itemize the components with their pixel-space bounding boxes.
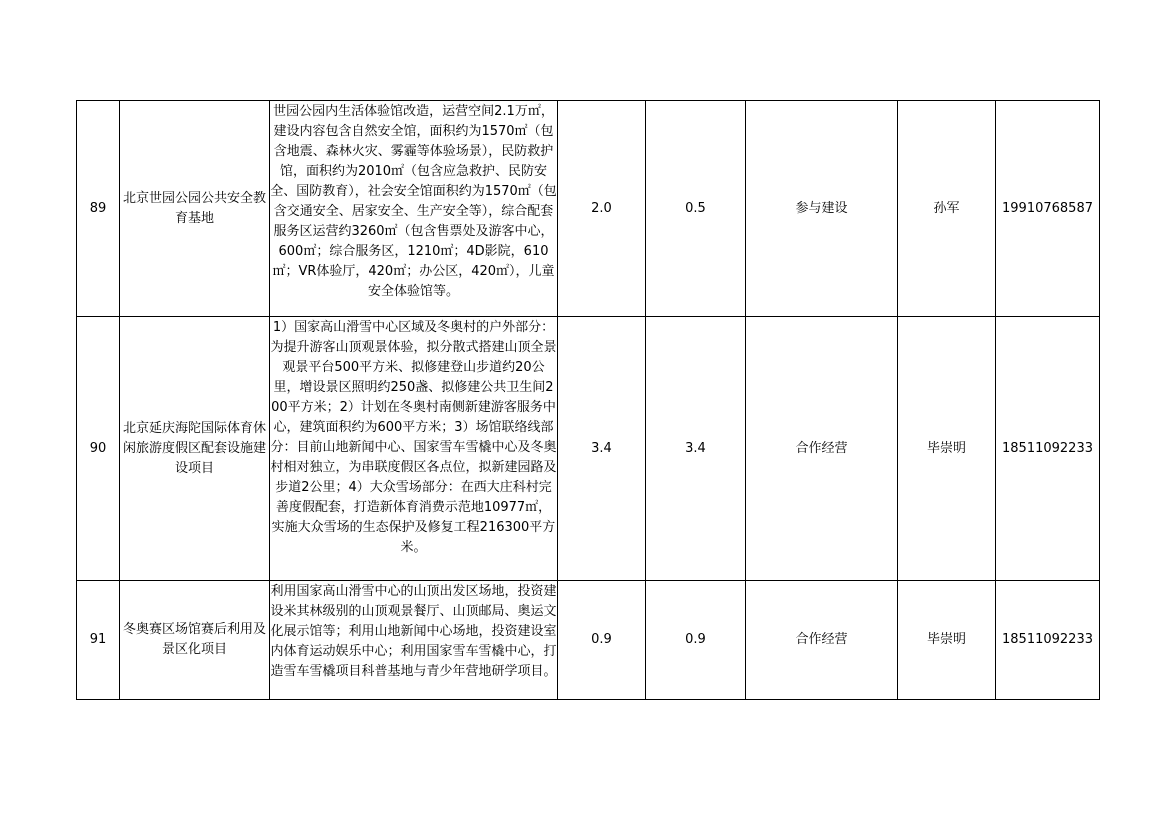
contact-person: 毕崇明 <box>898 317 996 581</box>
total-investment: 3.4 <box>558 317 646 581</box>
description-text: 1）国家高山滑雪中心区域及冬奥村的户外部分：为提升游客山顶观景体验，拟分散式搭建山顶全景观景平台500平方米、拟修建登山步道约20公里，增设景区照明约250盏、拟修建公共卫生间200平方米；2）计划在冬奥村南侧新建游客服务中心，建筑面积约为600平方米；3）场馆联络线部分：目前山地新闻中心、国家雪车雪橇中心及冬奥村相对独立，为串联度假区各点位，拟新建园路及步道2公里；4）大众雪场部分：在西大庄科村完善度假配套，打造新体育消费示范地10977㎡，实施大众雪场的生态保护及修复工程216300平方米。 <box>270 319 557 555</box>
table-row <box>77 317 1100 581</box>
project-description <box>270 581 558 700</box>
cooperation-mode: 参与建设 <box>746 101 898 317</box>
total-investment: 0.9 <box>558 581 646 700</box>
cooperation-mode: 合作经营 <box>746 581 898 700</box>
project-name: 北京延庆海陀国际体育休闲旅游度假区配套设施建设项目 <box>120 317 270 581</box>
contact-phone: 18511092233 <box>996 317 1100 581</box>
row-number: 89 <box>77 101 120 317</box>
table-row <box>77 101 1100 317</box>
social-investment: 0.9 <box>646 581 746 700</box>
project-description <box>270 317 558 581</box>
contact-phone: 19910768587 <box>996 101 1100 317</box>
contact-phone: 18511092233 <box>996 581 1100 700</box>
row-number: 90 <box>77 317 120 581</box>
table-row <box>77 581 1100 700</box>
description-text: 利用国家高山滑雪中心的山顶出发区场地，投资建设米其林级别的山顶观景餐厅、山顶邮局、奥运文化展示馆等；利用山地新闻中心场地，投资建设室内体育运动娱乐中心；利用国家雪车雪橇中心，打造雪车雪橇项目科普基地与青少年营地研学项目。 <box>270 583 557 679</box>
social-investment: 0.5 <box>646 101 746 317</box>
social-investment: 3.4 <box>646 317 746 581</box>
cooperation-mode: 合作经营 <box>746 317 898 581</box>
project-name: 冬奥赛区场馆赛后利用及景区化项目 <box>120 581 270 700</box>
contact-person: 毕崇明 <box>898 581 996 700</box>
row-number: 91 <box>77 581 120 700</box>
contact-person: 孙军 <box>898 101 996 317</box>
project-description <box>270 101 558 317</box>
total-investment: 2.0 <box>558 101 646 317</box>
project-name: 北京世园公园公共安全教育基地 <box>120 101 270 317</box>
project-table <box>76 100 1100 700</box>
description-text: 世园公园内生活体验馆改造，运营空间2.1万㎡，建设内容包含自然安全馆，面积约为1570㎡（包含地震、森林火灾、雾霾等体验场景），民防救护馆，面积约为2010㎡（包含应急救护、民防安全、国防教育），社会安全馆面积约为1570㎡（包含交通安全、居家安全、生产安全等），综合配套服务区运营约3260㎡（包含售票处及游客中心，600㎡；综合服务区，1210㎡；4D影院，610㎡；VR体验厅，420㎡；办公区，420㎡），儿童安全体验馆等。 <box>270 103 557 299</box>
